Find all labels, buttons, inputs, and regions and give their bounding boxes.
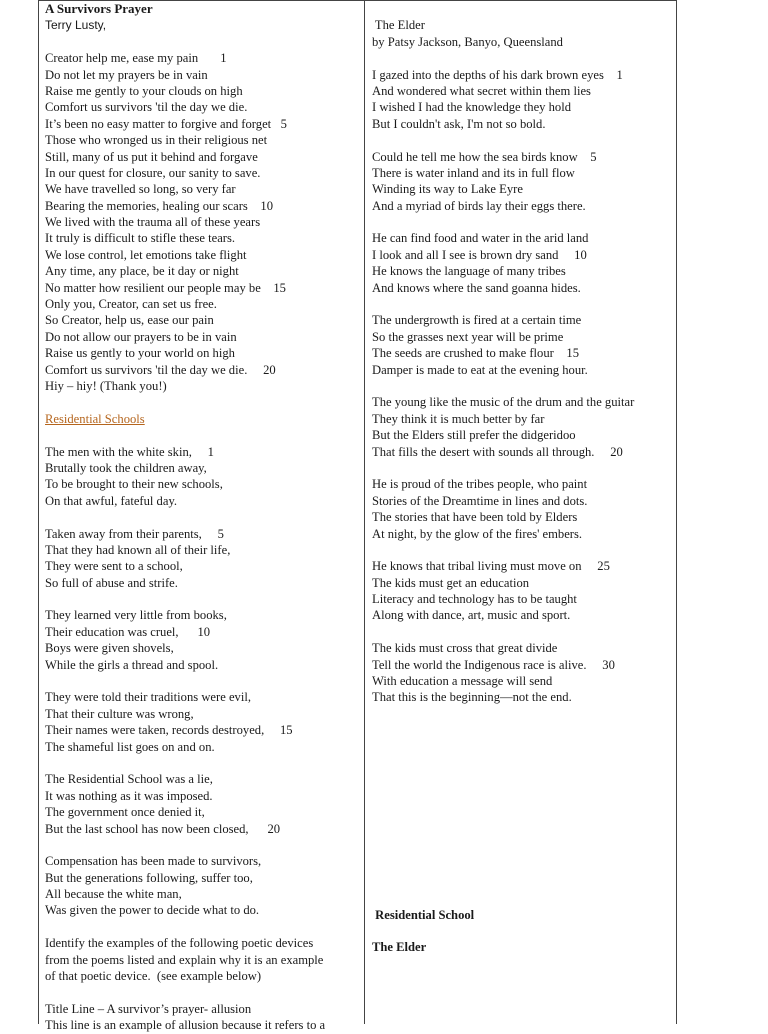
poem-line: The kids must get an education xyxy=(372,575,530,590)
poem-line: The young like the music of the drum and the guitar xyxy=(372,395,635,410)
poem-line: All because the white man, xyxy=(45,887,182,902)
residential-schools-heading[interactable]: Residential Schools xyxy=(45,411,145,426)
poem-line: He knows that tribal living must move on 25 xyxy=(372,559,610,574)
instruction-line: from the poems listed and explain why it is an example xyxy=(45,952,324,967)
poem-line: I wished I had the knowledge they hold xyxy=(372,100,572,115)
poem-line: While the girls a thread and spool. xyxy=(45,657,219,672)
poem-line: Their names were taken, records destroyed, 15 xyxy=(45,723,293,738)
poem-line: He can find food and water in the arid land xyxy=(372,231,589,246)
poem-line: And a myriad of birds lay their eggs there. xyxy=(372,198,586,213)
example xyxy=(45,1001,360,1034)
poem-line: So full of abuse and strife. xyxy=(45,575,178,590)
poem-line: I gazed into the depths of his dark brown eyes 1 xyxy=(372,67,623,82)
poem-line: And knows where the sand goanna hides. xyxy=(372,280,581,295)
prayer-line: Comfort us survivors 'til the day we die. 20 xyxy=(45,362,276,377)
poem-line: That their culture was wrong, xyxy=(45,706,194,721)
poem-line: It was nothing as it was imposed. xyxy=(45,788,213,803)
prayer-line: In our quest for closure, our sanity to save. xyxy=(45,165,261,180)
prayer-poem xyxy=(45,1,360,394)
poem-line: There is water inland and its in full flow xyxy=(372,165,575,180)
poem-line: Damper is made to eat at the evening hour. xyxy=(372,362,588,377)
poem-line: The kids must cross that great divide xyxy=(372,641,558,656)
prayer-line: No matter how resilient our people may be 15 xyxy=(45,280,286,295)
elder-poem xyxy=(372,67,676,706)
poem-line: The government once denied it, xyxy=(45,805,205,820)
prayer-line: Do not allow our prayers to be in vain xyxy=(45,329,237,344)
poem-line: He is proud of the tribes people, who paint xyxy=(372,477,588,492)
prayer-line: It truly is difficult to stifle these tears. xyxy=(45,231,236,246)
poem-line: The Residential School was a lie, xyxy=(45,772,213,787)
prayer-line: Do not let my prayers be in vain xyxy=(45,67,208,82)
poem-line: Stories of the Dreamtime in lines and dots. xyxy=(372,493,588,508)
prayer-line: Hiy – hiy! (Thank you!) xyxy=(45,378,167,393)
poem-line: On that awful, fateful day. xyxy=(45,493,178,508)
poem-line: And wondered what secret within them lies xyxy=(372,83,591,98)
poem-line: The shameful list goes on and on. xyxy=(45,739,215,754)
example-line: This line is an example of allusion because it refers to a xyxy=(45,1018,326,1033)
residential-poem xyxy=(45,444,360,919)
poem-line: But the last school has now been closed, 20 xyxy=(45,821,281,836)
prayer-line: Any time, any place, be it day or night xyxy=(45,264,239,279)
poem-line: They learned very little from books, xyxy=(45,608,227,623)
poem-line: That they had known all of their life, xyxy=(45,542,231,557)
poem-line: So the grasses next year will be prime xyxy=(372,329,564,344)
prayer-line: We lived with the trauma all of these years xyxy=(45,215,261,230)
poem-line: But the Elders still prefer the didgeridoo xyxy=(372,428,576,443)
prayer-line: So Creator, help us, ease our pain xyxy=(45,313,214,328)
prayer-line: Comfort us survivors 'til the day we die. xyxy=(45,100,248,115)
right-column xyxy=(365,0,677,1024)
instruction-line: of that poetic device. (see example below) xyxy=(45,969,262,984)
poem-line: Could he tell me how the sea birds know 5 xyxy=(372,149,597,164)
prayer-line: We lose control, let emotions take flight xyxy=(45,247,247,262)
poem-line: The stories that have been told by Elders xyxy=(372,510,578,525)
prayer-line: Still, many of us put it behind and forgave xyxy=(45,149,258,164)
prayer-title: A Survivors Prayer xyxy=(45,1,153,16)
poem-line: They think it is much better by far xyxy=(372,411,545,426)
poem-line: Brutally took the children away, xyxy=(45,460,207,475)
prayer-line: Only you, Creator, can set us free. xyxy=(45,297,217,312)
poem-line: But I couldn't ask, I'm not so bold. xyxy=(372,116,546,131)
prayer-line: It’s been no easy matter to forgive and forget 5 xyxy=(45,116,287,131)
the-elder-label: The Elder xyxy=(372,940,427,955)
elder-title: The Elder xyxy=(372,18,425,33)
poem-line: The seeds are crushed to make flour 15 xyxy=(372,346,580,361)
prayer-line: Raise us gently to your world on high xyxy=(45,346,235,361)
poem-line: Literacy and technology has to be taught xyxy=(372,592,577,607)
prayer-line: We have travelled so long, so very far xyxy=(45,182,236,197)
instructions xyxy=(45,935,360,984)
poem-line: To be brought to their new schools, xyxy=(45,477,223,492)
prayer-line: Bearing the memories, healing our scars 10 xyxy=(45,198,274,213)
poem-line: At night, by the glow of the fires' embers. xyxy=(372,526,583,541)
poem-line: Was given the power to decide what to do. xyxy=(45,903,260,918)
prayer-line: Creator help me, ease my pain 1 xyxy=(45,51,227,66)
poem-line: They were sent to a school, xyxy=(45,559,183,574)
poem-line: With education a message will send xyxy=(372,674,553,689)
poem-line: The men with the white skin, 1 xyxy=(45,444,214,459)
poem-line: Along with dance, art, music and sport. xyxy=(372,608,571,623)
prayer-line: Those who wronged us in their religious net xyxy=(45,133,268,148)
poem-line: Winding its way to Lake Eyre xyxy=(372,182,523,197)
poem-line: I look and all I see is brown dry sand 10 xyxy=(372,247,587,262)
prayer-line: Raise me gently to your clouds on high xyxy=(45,83,243,98)
prayer-author: Terry Lusty, xyxy=(45,18,107,33)
poem-line: Compensation has been made to survivors, xyxy=(45,854,262,869)
poem-line: Tell the world the Indigenous race is alive. 30 xyxy=(372,657,615,672)
residential-school-label: Residential School xyxy=(372,907,475,922)
poem-line: Boys were given shovels, xyxy=(45,641,174,656)
poem-line: The undergrowth is fired at a certain time xyxy=(372,313,582,328)
poem-line: He knows the language of many tribes xyxy=(372,264,566,279)
left-column xyxy=(38,0,365,1033)
poem-line: That fills the desert with sounds all through. 20 xyxy=(372,444,623,459)
poem-line: Taken away from their parents, 5 xyxy=(45,526,224,541)
poem-line: That this is the beginning—not the end. xyxy=(372,690,572,705)
poem-line: Their education was cruel, 10 xyxy=(45,624,211,639)
instruction-line: Identify the examples of the following poetic devices xyxy=(45,936,314,951)
poem-line: But the generations following, suffer too, xyxy=(45,870,253,885)
elder-author: by Patsy Jackson, Banyo, Queensland xyxy=(372,34,563,49)
poem-line: They were told their traditions were evil, xyxy=(45,690,251,705)
example-line: Title Line – A survivor’s prayer- allusion xyxy=(45,1001,252,1016)
